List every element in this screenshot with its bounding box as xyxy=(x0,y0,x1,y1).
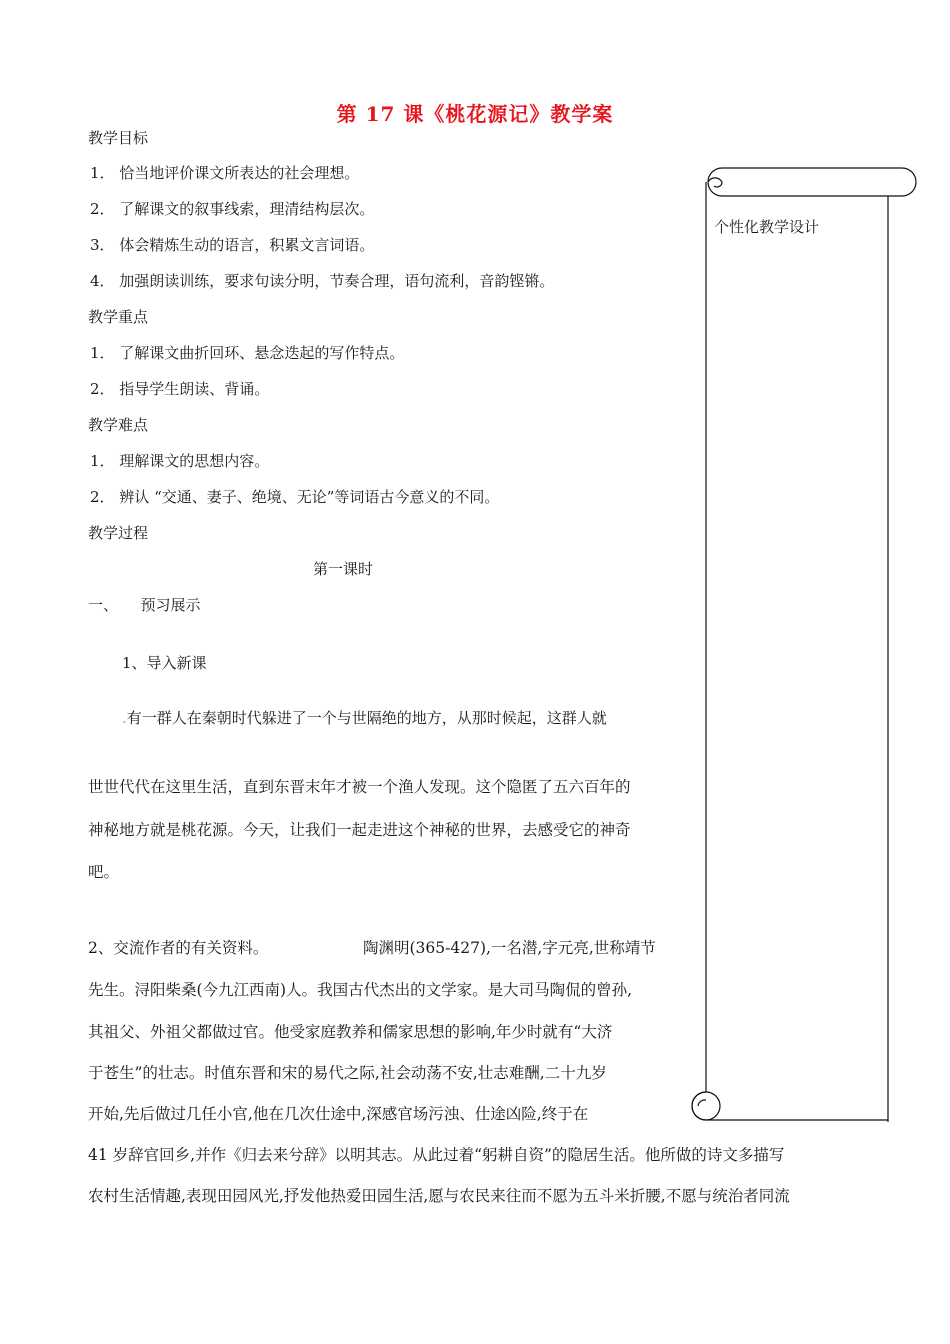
section-heading-goals: 教学目标 xyxy=(88,129,149,147)
goal-item: 4． 加强朗读训练，要求句读分明，节奏合理，语句流利，音韵铿锵。 xyxy=(90,272,555,290)
difficulty-item: 2． 辨认 “交通、妻子、绝境、无论”等词语古今意义的不同。 xyxy=(90,488,500,506)
author-line: 其祖父、外祖父都做过官。他受家庭教养和儒家思想的影响,年少时就有“大济 xyxy=(88,1023,613,1041)
side-panel-label: 个性化教学设计 xyxy=(714,218,820,236)
author-line: 开始,先后做过几任小官,他在几次仕途中,深感官场污浊、仕途凶险,终于在 xyxy=(88,1105,589,1123)
author-line: 于苍生”的壮志。时值东晋和宋的易代之际,社会动荡不安,壮志难酬,二十九岁 xyxy=(88,1064,607,1082)
author-line: 41 岁辞官回乡,并作《归去来兮辞》以明其志。从此过着“躬耕自资”的隐居生活。他所做的诗文多描写 xyxy=(88,1146,785,1164)
scroll-panel xyxy=(670,162,920,1132)
intro-line: 神秘地方就是桃花源。今天，让我们一起走进这个神秘的世界，去感受它的神奇 xyxy=(88,821,631,839)
author-line: 陶渊明(365-427),一名潜,字元亮,世称靖节 xyxy=(363,939,656,957)
part-heading: 一、 预习展示 xyxy=(88,596,201,614)
intro-line: .有一群人在秦朝时代躲进了一个与世隔绝的地方，从那时候起，这群人就 xyxy=(122,709,607,727)
difficulty-item: 1． 理解课文的思想内容。 xyxy=(90,452,270,470)
page-title: 第 17 课《桃花源记》教学案 xyxy=(336,102,614,126)
step-heading: 2、交流作者的有关资料。 xyxy=(88,939,269,957)
goal-item: 2． 了解课文的叙事线索，理清结构层次。 xyxy=(90,200,375,218)
period-label: 第一课时 xyxy=(313,560,374,578)
scroll-shape xyxy=(670,162,920,1132)
key-point-item: 2． 指导学生朗读、背诵。 xyxy=(90,380,270,398)
author-line: 先生。浔阳柴桑(今九江西南)人。我国古代杰出的文学家。是大司马陶侃的曾孙, xyxy=(88,981,633,999)
marker-dot: . xyxy=(122,709,127,727)
key-point-item: 1． 了解课文曲折回环、悬念迭起的写作特点。 xyxy=(90,344,405,362)
author-line: 农村生活情趣,表现田园风光,抒发他热爱田园生活,愿与农民来往而不愿为五斗米折腰,不愿与统治者同流 xyxy=(88,1187,790,1205)
goal-item: 1． 恰当地评价课文所表达的社会理想。 xyxy=(90,164,360,182)
section-heading-process: 教学过程 xyxy=(88,524,149,542)
intro-line: 吧。 xyxy=(88,863,120,881)
section-heading-key-points: 教学重点 xyxy=(88,308,149,326)
section-heading-difficulties: 教学难点 xyxy=(88,416,149,434)
goal-item: 3． 体会精炼生动的语言，积累文言词语。 xyxy=(90,236,375,254)
intro-line: 世世代代在这里生活，直到东晋末年才被一个渔人发现。这个隐匿了五六百年的 xyxy=(88,778,631,796)
step-heading: 1、导入新课 xyxy=(122,654,207,672)
